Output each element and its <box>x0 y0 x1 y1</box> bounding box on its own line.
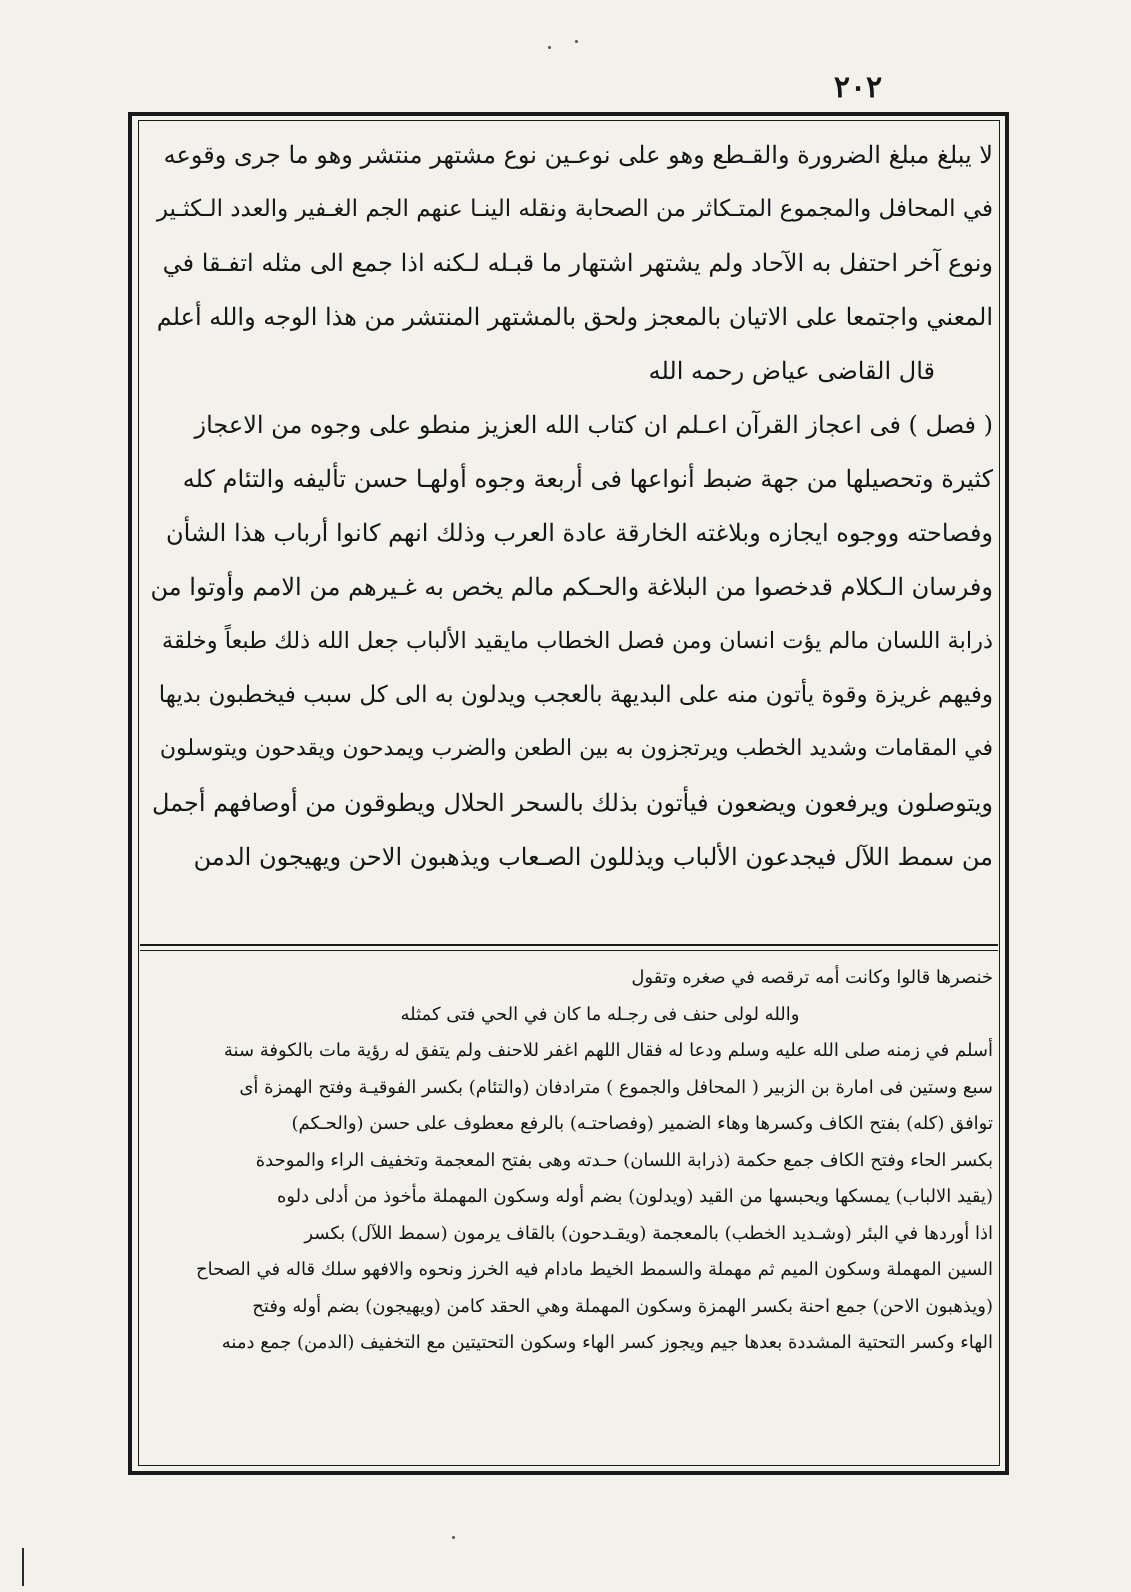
main-line: وفرسان الـكلام قدخصوا من البلاغة والحـكم مالم يخص به غـيرهم من الامم وأوتوا من <box>150 573 993 601</box>
commentary-line: خنصرها قالوا وكانت أمه ترقصه في صغره وتقول <box>631 967 993 988</box>
main-line: لا يبلغ مبلغ الضرورة والقـطع وهو على نوعـين نوع مشتهر منتشر وهو ما جرى وقوعه <box>163 141 993 169</box>
commentary-line: الهاء وكسر التحتية المشددة بعدها جيم ويجوز كسر الهاء وسكون التحتيتين مع التخفيف (الدمن) جمع دمنه <box>221 1332 993 1353</box>
main-line: من سمط اللآل فيجدعون الألباب ويذللون الصـعاب ويذهبون الاحن ويهيجون الدمن <box>193 843 993 871</box>
commentary-line: بكسر الحاء وفتح الكاف جمع حكمة (ذرابة اللسان) حـدته وهى بفتح المعجمة وتخفيف الراء والموحدة <box>255 1149 993 1171</box>
main-line: ويتوصلون ويرفعون ويضعون فيأتون بذلك بالسحر الحلال ويطوقون من أوصافهم أجمل <box>151 789 993 817</box>
page-number: ٢٠٢ <box>833 70 883 105</box>
main-line: المعني واجتمعا على الاتيان بالمعجز ولحق بالمشتهر المنتشر من هذا الوجه والله أعلم <box>156 303 993 331</box>
main-line: وفيهم غريزة وقوة يأتون منه على البديهة بالعجب ويدلون به الى كل سبب فيخطبون بديها <box>158 682 993 708</box>
section-heading: قال القاضى عياض رحمه الله <box>648 357 935 385</box>
commentary-line: (ويذهبون الاحن) جمع احنة بكسر الهمزة وسكون المهملة وهي الحقد كامن (ويهيجون) بضم أوله وفتح <box>252 1295 993 1317</box>
main-line: ذرابة اللسان مالم يؤت انسان ومن فصل الخطاب مايقيد الألباب جعل الله ذلك طبعاً وخلقة <box>161 628 993 654</box>
commentary-line: (يقيد الالباب) يمسكها ويحبسها من القيد (ويدلون) بضم أوله وسكون المهملة مأخوذ من أدلى دلوه <box>276 1186 993 1207</box>
main-line: وفصاحته ووجوه ايجازه وبلاغته الخارقة عادة العرب وذلك انهم كانوا أرباب هذا الشأن <box>165 519 993 547</box>
commentary-block <box>147 960 993 1460</box>
paper-speck <box>575 40 578 43</box>
paper-speck <box>548 46 551 49</box>
commentary-line: سبع وستين فى امارة بن الزبير ( المحافل والجموع ) مترادفان (والتئام) بكسر الفوقيـة وفتح الهمزة أى <box>239 1076 993 1098</box>
main-line: كثيرة وتحصيلها من جهة ضبط أنواعها فى أربعة وجوه أولهـا حسن تأليفه والتئام كله <box>182 465 993 493</box>
commentary-line: السين المهملة وسكون الميم ثم مهملة والسمط الخيط مادام فيه الخرز ونحوه والافهو سلك قاله في الصحاح <box>195 1259 993 1280</box>
paper-speck <box>452 1536 455 1539</box>
main-line: ( فصل ) فى اعجاز القرآن اعـلم ان كتاب الله العزيز منطو على وجوه من الاعجاز <box>194 411 993 439</box>
commentary-line: اذا أوردها في البئر (وشـديد الخطب) بالمعجمة (ويقـدحون) بالقاف يرمون (سمط اللآل) بكسر <box>304 1222 993 1244</box>
commentary-line: أسلم في زمنه صلى الله عليه وسلم ودعا له فقال اللهم اغفر للاحنف ولم يتفق له رؤية مات بالكوفة سنة <box>223 1040 993 1061</box>
separator-rule <box>140 950 998 951</box>
verse-line: والله لولى حنف فى رجـله ما كان في الحي فتى كمثله <box>400 1003 800 1025</box>
main-text-block <box>147 128 993 938</box>
margin-mark <box>22 1548 24 1586</box>
separator-rule <box>140 944 998 946</box>
main-line: ونوع آخر احتفل به الآحاد ولم يشتهر اشتهار ما قبـله لـكنه اذا جمع الى مثله اتفـقا في <box>162 249 993 277</box>
main-line: في المقامات وشديد الخطب ويرتجزون به بين الطعن والضرب ويمدحون ويقدحون ويتوسلون <box>159 736 993 761</box>
commentary-line: توافق (كله) بفتح الكاف وكسرها وهاء الضمير (وفصاحتـه) بالرفع معطوف على حسن (والحـكم) <box>291 1113 993 1134</box>
main-line: في المحافل والمجموع المتـكاثر من الصحابة ونقله الينـا عنهم الجم الغـفير والعدد الـكثـير <box>156 196 993 222</box>
